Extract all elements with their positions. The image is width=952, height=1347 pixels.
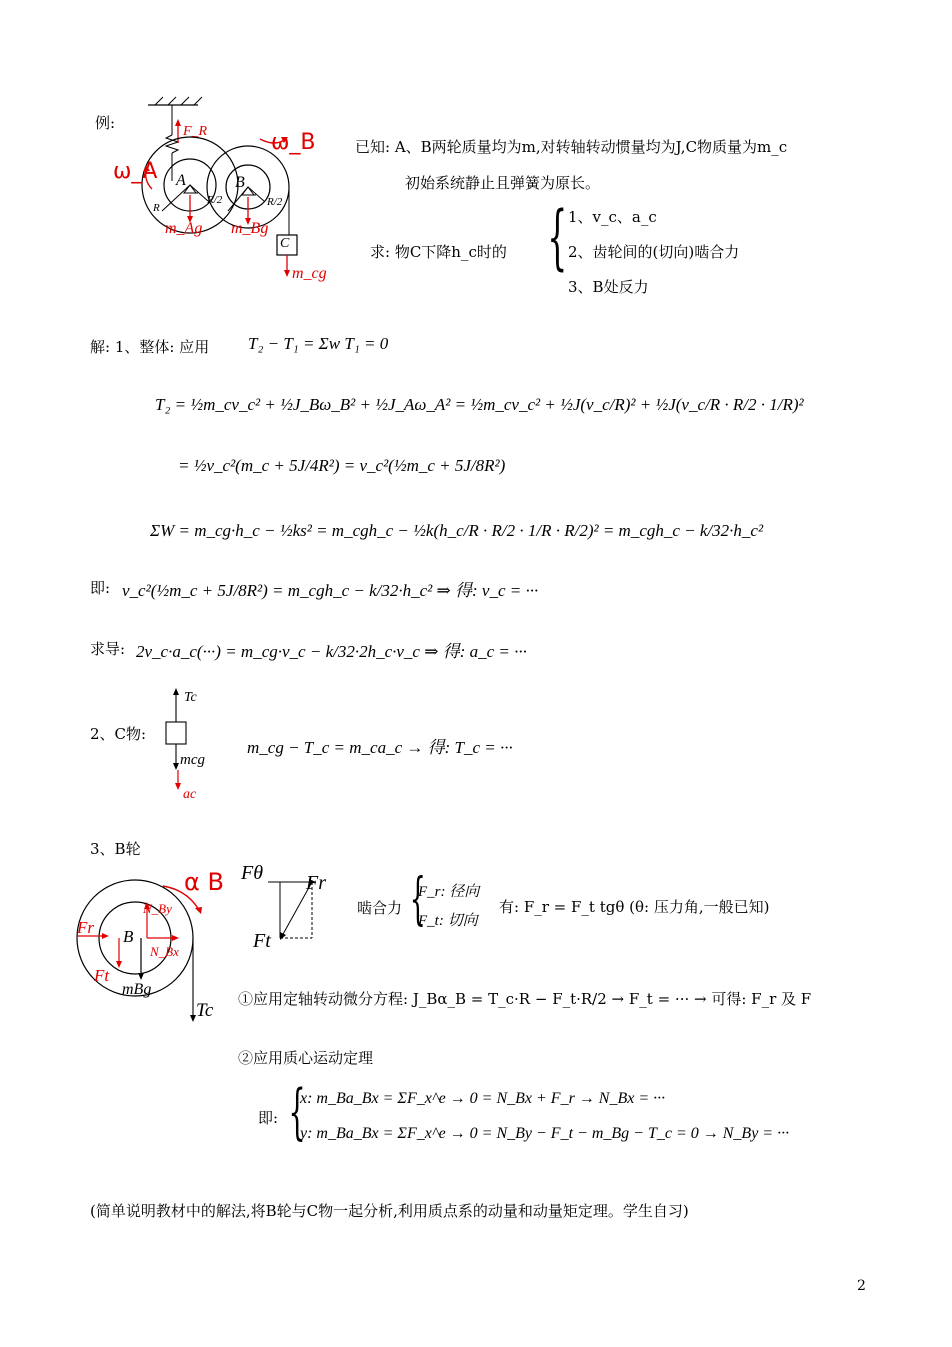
fig1-B: B — [235, 174, 245, 191]
fig3-NBx: N_Bx — [150, 944, 179, 959]
eq-y: y: m_Ba_Bx = ΣF_x^e → 0 = N_By − F_t − m_Bg − T_c = 0 → N_By = ··· — [300, 1125, 790, 1142]
fig1-FR-label: F_R — [183, 124, 208, 139]
fig1-R2-A: R/2 — [207, 194, 223, 206]
step1-eq: T₂ − T₁ = Σw T₁ = 0 — [248, 334, 389, 353]
ji-label: 即: — [90, 579, 111, 597]
fig2-mcg: mcg — [180, 752, 205, 768]
find-prefix: 求: 物C下降h_c时的 — [370, 243, 507, 261]
fig3-B: B — [123, 927, 134, 946]
qiudao-eq: 2v_c·a_c(···) = m_cg·v_c − k/32·2h_c·v_c ⇒ 得: a_c = ··· — [136, 642, 527, 661]
ji-eq: v_c²(½m_c + 5J/8R²) = m_cgh_c − k/32·h_c² ⇒ 得: v_c = ··· — [122, 581, 539, 600]
circle1-line: ①应用定轴转动微分方程: J_Bα_B = T_c·R − F_t·R/2 → F_t = ··· → 可得: F_r 及 F — [238, 990, 812, 1008]
fig3-Tc: Tc — [196, 1000, 214, 1021]
mesh-Ft: F_t: 切向 — [418, 913, 478, 929]
fig4-Ft: Ft — [253, 930, 271, 952]
fig2-ac: ac — [183, 787, 197, 802]
mesh-brace: { — [409, 867, 426, 932]
mesh-Fr: F_r: 径向 — [418, 884, 480, 900]
fig3-mBg: mBg — [122, 981, 152, 998]
T2-line-1: T₂ = ½m_cv_c² + ½J_Bω_B² + ½J_Aω_A² = ½m_cv_c² + ½J(v_c/R)² + ½J(v_c/R · R/2 · 1/R)² — [155, 395, 804, 414]
find-item-2: 2、齿轮间的(切向)啮合力 — [568, 243, 740, 261]
fig2-Tc: Tc — [184, 690, 197, 705]
fig4-Fr: Fr — [306, 872, 326, 894]
given-line-2: 初始系统静止且弹簧为原长。 — [405, 174, 601, 192]
fig1-C: C — [280, 236, 290, 251]
fig1-omega-A: ω_A — [113, 159, 158, 184]
mesh-have: 有: F_r = F_t tgθ (θ: 压力角,一般已知) — [499, 898, 770, 916]
fig1-mAg: m_Ag — [165, 220, 203, 237]
fig3-Ft: Ft — [94, 966, 110, 985]
work-line: ΣW = m_cg·h_c − ½ks² = m_cgh_c − ½k(h_c/R · R/2 · 1/R · R/2)² = m_cgh_c − k/32·h_c² — [150, 521, 764, 540]
example-label: 例: — [95, 114, 116, 132]
mesh-label: 啮合力 — [357, 899, 403, 917]
find-item-1: 1、v_c、a_c — [568, 208, 657, 226]
eq-x: x: m_Ba_Bx = ΣF_x^e → 0 = N_Bx + F_r → N_Bx = ··· — [300, 1090, 666, 1107]
T2-line-2: = ½v_c²(m_c + 5J/4R²) = v_c²(½m_c + 5J/8R²) — [178, 456, 506, 475]
textbook-note: (简单说明教材中的解法,将B轮与C物一起分析,利用质点系的动量和动量矩定理。学生自习) — [90, 1202, 689, 1220]
find-item-3: 3、B处反力 — [568, 278, 649, 296]
fig1-omega-B: ω_B — [271, 130, 316, 155]
step1-label: 解: 1、整体: 应用 — [90, 338, 210, 356]
fig1-mcg: m_cg — [292, 265, 327, 282]
qiudao-label: 求导: — [90, 640, 126, 658]
given-line-1: 已知: A、B两轮质量均为m,对转轴转动惯量均为J,C物质量为m_c — [355, 138, 788, 156]
step3-label: 3、B轮 — [90, 840, 141, 858]
fig1-R: R — [153, 202, 160, 214]
step2-label: 2、C物: — [90, 725, 147, 743]
fig1-A: A — [176, 172, 186, 189]
xy-brace: { — [288, 1077, 306, 1147]
page-number: 2 — [857, 1278, 866, 1294]
ji2-label: 即: — [258, 1109, 279, 1127]
fig1-R2-B: R/2 — [267, 196, 283, 208]
step2-eq: m_cg − T_c = m_ca_c → 得: T_c = ··· — [247, 738, 513, 757]
fig4-F-theta: Fθ — [241, 862, 264, 884]
fig1-mBg: m_Bg — [231, 220, 269, 237]
circle2-line: ②应用质心运动定理 — [238, 1049, 374, 1067]
fig3-alpha-B: α B — [184, 868, 224, 896]
fig3-Fr: Fr — [77, 918, 94, 937]
fig3-NBy: N_By — [143, 901, 172, 916]
find-brace: { — [547, 196, 568, 278]
